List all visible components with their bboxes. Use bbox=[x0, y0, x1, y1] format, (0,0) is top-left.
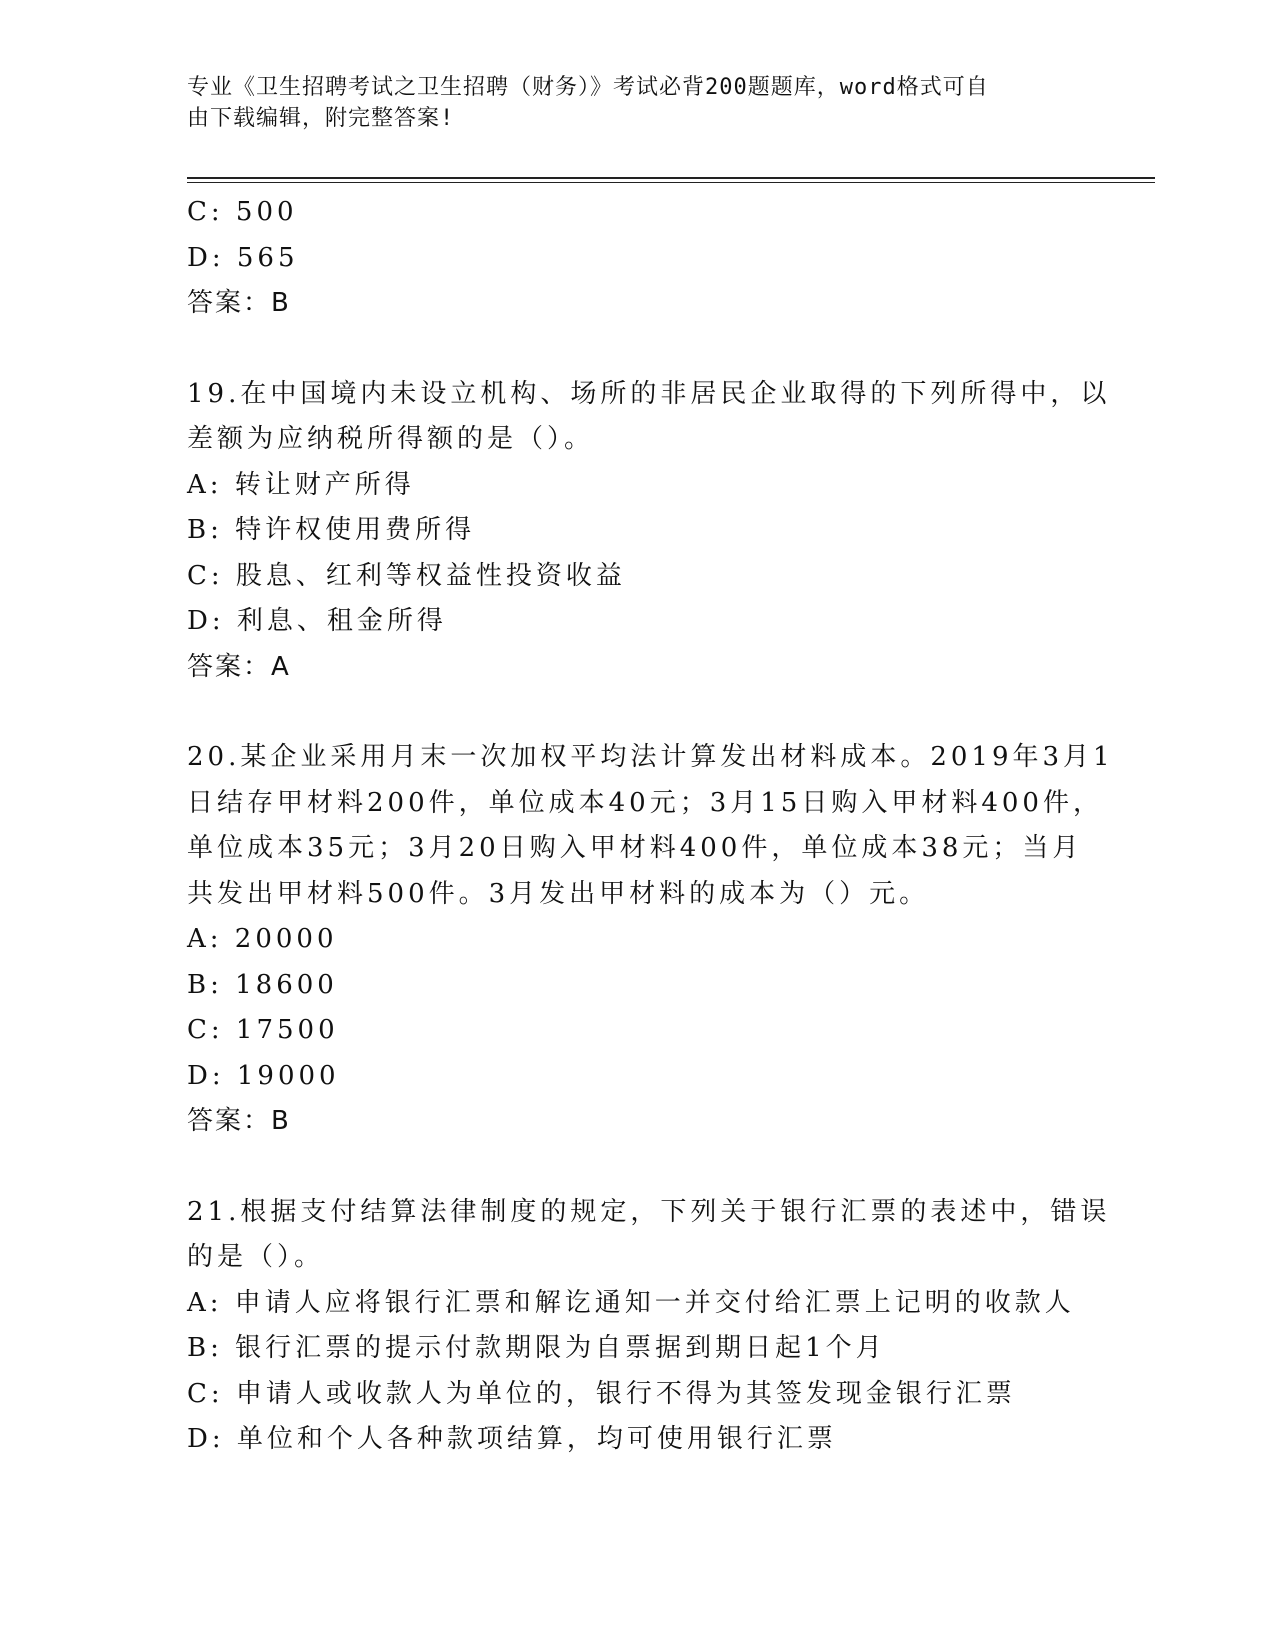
question-stem-line: 的是（）。 bbox=[187, 1242, 325, 1272]
option-a: A: 20000 bbox=[187, 924, 338, 954]
document-body bbox=[187, 190, 1114, 1463]
question-stem-line: 共发出甲材料500件。3月发出甲材料的成本为（）元。 bbox=[187, 878, 930, 909]
question-20 bbox=[187, 735, 1114, 1145]
option-b: B: 特许权使用费所得 bbox=[187, 515, 476, 545]
option-a: A: 申请人应将银行汇票和解讫通知一并交付给汇票上记明的收款人 bbox=[187, 1287, 1075, 1318]
option-d: D: 565 bbox=[187, 242, 299, 273]
option-c: C: 股息、红利等权益性投资收益 bbox=[187, 560, 626, 591]
question-stem-line: 日结存甲材料200件，单位成本40元；3月15日购入甲材料400件， bbox=[187, 787, 1103, 818]
answer-line: 答案：B bbox=[187, 1106, 291, 1136]
question-21 bbox=[187, 1190, 1111, 1463]
answer-line: 答案：B bbox=[187, 288, 291, 318]
document-header bbox=[187, 72, 1087, 134]
header-title-line-2: 由下载编辑，附完整答案! bbox=[187, 106, 455, 131]
option-c: C: 500 bbox=[187, 197, 298, 227]
option-d: D: 利息、租金所得 bbox=[187, 606, 447, 636]
question-stem-line: 21.根据支付结算法律制度的规定，下列关于银行汇票的表述中，错误 bbox=[187, 1196, 1111, 1227]
question-stem-line: 单位成本35元；3月20日购入甲材料400件，单位成本38元；当月 bbox=[187, 833, 1083, 863]
header-divider-thin bbox=[187, 182, 1155, 183]
option-a: A: 转让财产所得 bbox=[187, 469, 415, 500]
question-stem-line: 19.在中国境内未设立机构、场所的非居民企业取得的下列所得中，以 bbox=[187, 378, 1111, 409]
option-b: B: 银行汇票的提示付款期限为自票据到期日起1个月 bbox=[187, 1333, 886, 1363]
question-19 bbox=[187, 372, 1111, 691]
header-divider bbox=[187, 177, 1155, 179]
header-title-line-1: 专业《卫生招聘考试之卫生招聘（财务）》考试必背200题题库，word格式可自 bbox=[187, 75, 989, 100]
question-stem-line: 差额为应纳税所得额的是（）。 bbox=[187, 424, 595, 454]
option-d: D: 19000 bbox=[187, 1060, 340, 1091]
option-b: B: 18600 bbox=[187, 969, 338, 1000]
option-d: D: 单位和个人各种款项结算，均可使用银行汇票 bbox=[187, 1424, 837, 1454]
question-18-tail bbox=[187, 190, 1087, 327]
option-c: C: 申请人或收款人为单位的，银行不得为其签发现金银行汇票 bbox=[187, 1378, 1016, 1409]
answer-line: 答案：A bbox=[187, 651, 291, 682]
question-stem-line: 20.某企业采用月末一次加权平均法计算发出材料成本。2019年3月1 bbox=[187, 742, 1114, 772]
option-c: C: 17500 bbox=[187, 1015, 339, 1045]
